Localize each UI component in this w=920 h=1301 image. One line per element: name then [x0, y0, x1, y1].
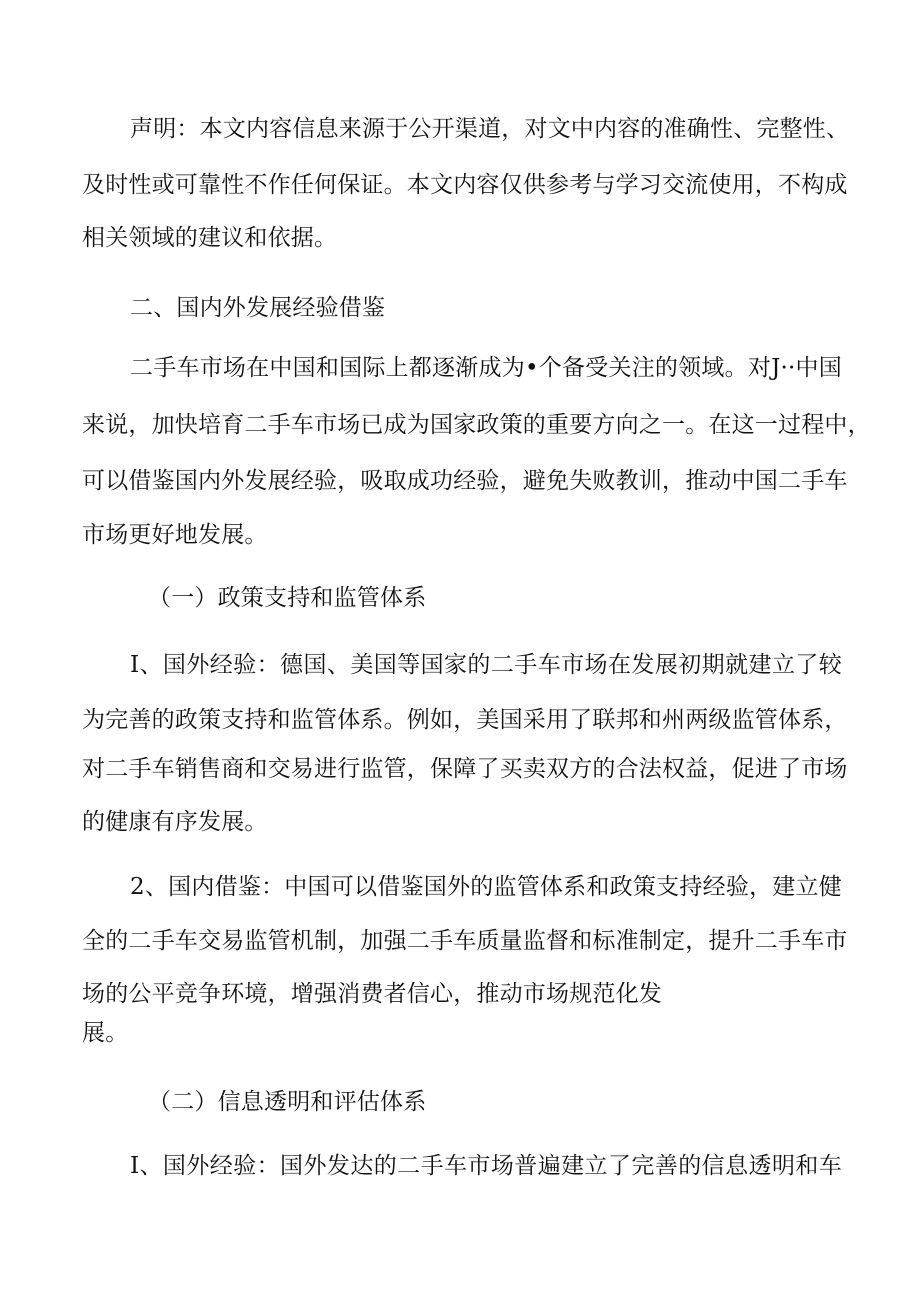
- sub1-item1-line-4: 的健康有序发展。: [82, 809, 268, 835]
- sub1-item2-line-1: 2、国内借鉴：中国可以借鉴国外的监管体系和政策支持经验，建立健: [130, 874, 842, 900]
- sub1-item2-line-4: 展。: [82, 1020, 129, 1046]
- sub2-item1-line-1: I、国外经验：国外发达的二手车市场普遍建立了完善的信息透明和车: [130, 1153, 842, 1179]
- disclaimer-line-1: 声明：本文内容信息来源于公开渠道，对文中内容的准确性、完整性、: [130, 116, 850, 142]
- disclaimer-line-2: 及时性或可靠性不作任何保证。本文内容仅供参考与学习交流使用，不构成: [82, 172, 848, 198]
- sub1-item1-line-3: 对二手车销售商和交易进行监管，保障了买卖双方的合法权益，促进了市场: [82, 756, 848, 782]
- sub1-item1-line-1: I、国外经验：德国、美国等国家的二手车市场在发展初期就建立了较: [130, 652, 842, 678]
- disclaimer-line-3: 相关领域的建议和依据。: [82, 225, 338, 251]
- intro-line-2: 来说，加快培育二手车市场已成为国家政策的重要方向之一。在这一过程中，: [82, 412, 871, 438]
- intro-line-3: 可以借鉴国内外发展经验，吸取成功经验，避免失败教训，推动中国二手车: [82, 468, 848, 494]
- intro-line-1: 二手车市场在中国和国际上都逐渐成为•个备受关注的领域。对J··中国: [130, 355, 842, 381]
- sub1-item1-line-2: 为完善的政策支持和监管体系。例如，美国采用了联邦和州两级监管体系，: [82, 707, 848, 733]
- sub1-item2-line-3: 场的公平竞争环境，增强消费者信心，推动市场规范化发: [82, 981, 662, 1007]
- subsection-2-heading: （二）信息透明和评估体系: [148, 1089, 427, 1115]
- subsection-1-heading: （一）政策支持和监管体系: [148, 585, 427, 611]
- sub1-item2-line-2: 全的二手车交易监管机制，加强二手车质量监督和标准制定，提升二手车市: [82, 928, 848, 954]
- intro-line-4: 市场更好地发展。: [82, 522, 268, 548]
- section-heading: 二、国内外发展经验借鉴: [130, 295, 386, 321]
